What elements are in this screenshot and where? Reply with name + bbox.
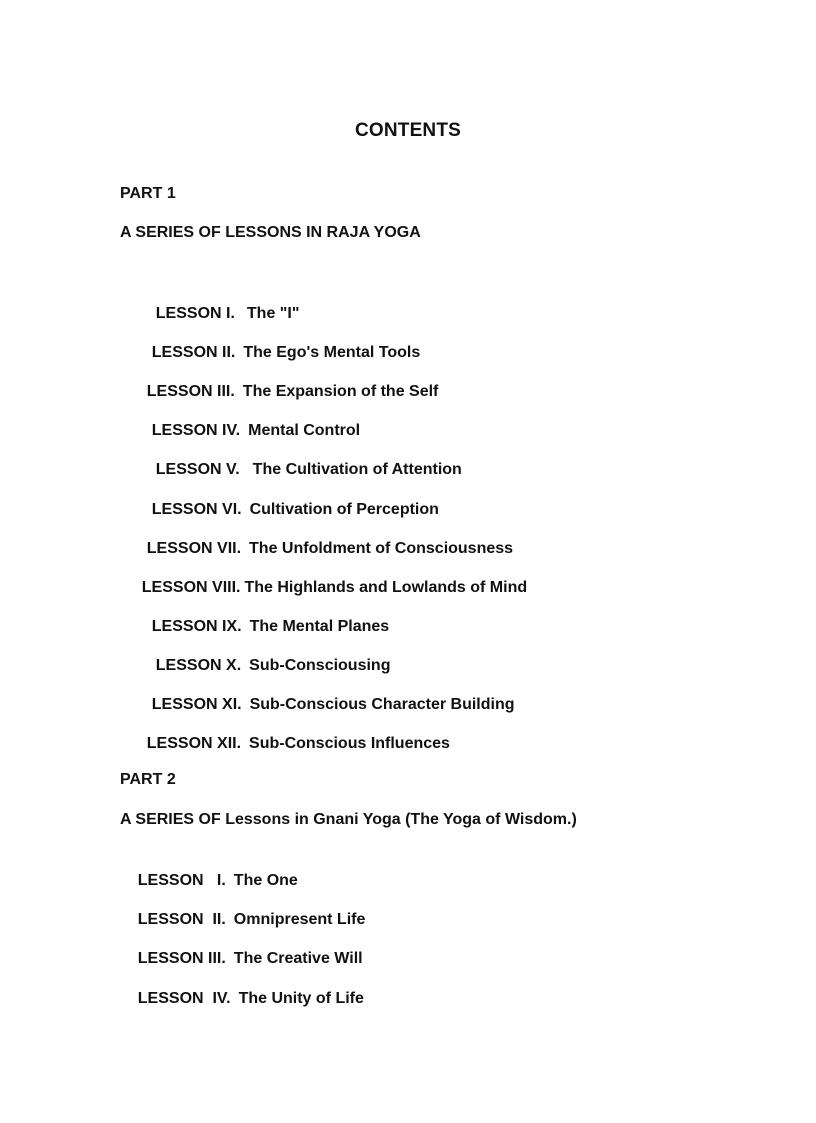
lesson-title: The Unfoldment of Consciousness	[249, 540, 514, 557]
toc-entry[interactable]	[120, 966, 364, 1032]
lesson-number: LESSON III.	[146, 383, 235, 400]
lesson-title: Sub-Consciousing	[249, 657, 391, 674]
lesson-number: LESSON IX.	[151, 618, 242, 635]
lesson-title: Omnipresent Life	[233, 911, 366, 928]
lesson-number: LESSON VI.	[151, 501, 242, 518]
lesson-title: The One	[233, 872, 298, 889]
lesson-title: The Mental Planes	[249, 618, 390, 635]
lesson-number: LESSON I.	[137, 872, 226, 889]
lesson-number: LESSON V.	[155, 461, 240, 478]
lesson-number: LESSON I.	[155, 305, 235, 322]
part1-heading: PART 1	[120, 185, 176, 202]
lesson-title: The Highlands and Lowlands of Mind	[244, 579, 528, 596]
part2-subtitle: A SERIES OF Lessons in Gnani Yoga (The Yoga of Wisdom.)	[120, 811, 577, 828]
lesson-title: The Expansion of the Self	[242, 383, 439, 400]
lesson-number: LESSON X.	[155, 657, 242, 674]
lesson-number: LESSON II.	[151, 344, 236, 361]
toc-entry[interactable]	[129, 711, 450, 777]
page-title: CONTENTS	[354, 120, 462, 141]
lesson-title: The Ego's Mental Tools	[243, 344, 421, 361]
lesson-title: Sub-Conscious Influences	[249, 735, 450, 752]
part1-subtitle: A SERIES OF LESSONS IN RAJA YOGA	[120, 224, 421, 241]
lesson-number: LESSON XI.	[151, 696, 242, 713]
lesson-number: LESSON VIII.	[141, 579, 241, 596]
lesson-title: Cultivation of Perception	[249, 501, 439, 518]
lesson-title: The Cultivation of Attention	[252, 461, 462, 478]
lesson-number: LESSON XII.	[146, 735, 242, 752]
lesson-title: The "I"	[246, 305, 300, 322]
lesson-number: LESSON II.	[137, 911, 226, 928]
lesson-title: Sub-Conscious Character Building	[249, 696, 515, 713]
lesson-title: The Creative Will	[233, 950, 363, 967]
lesson-number: LESSON IV.	[151, 422, 241, 439]
lesson-title: Mental Control	[248, 422, 361, 439]
lesson-number: LESSON IV.	[137, 990, 231, 1007]
lesson-number: LESSON VII.	[146, 540, 242, 557]
lesson-title: The Unity of Life	[238, 990, 364, 1007]
lesson-number: LESSON III.	[137, 950, 226, 967]
part2-heading: PART 2	[120, 771, 176, 788]
